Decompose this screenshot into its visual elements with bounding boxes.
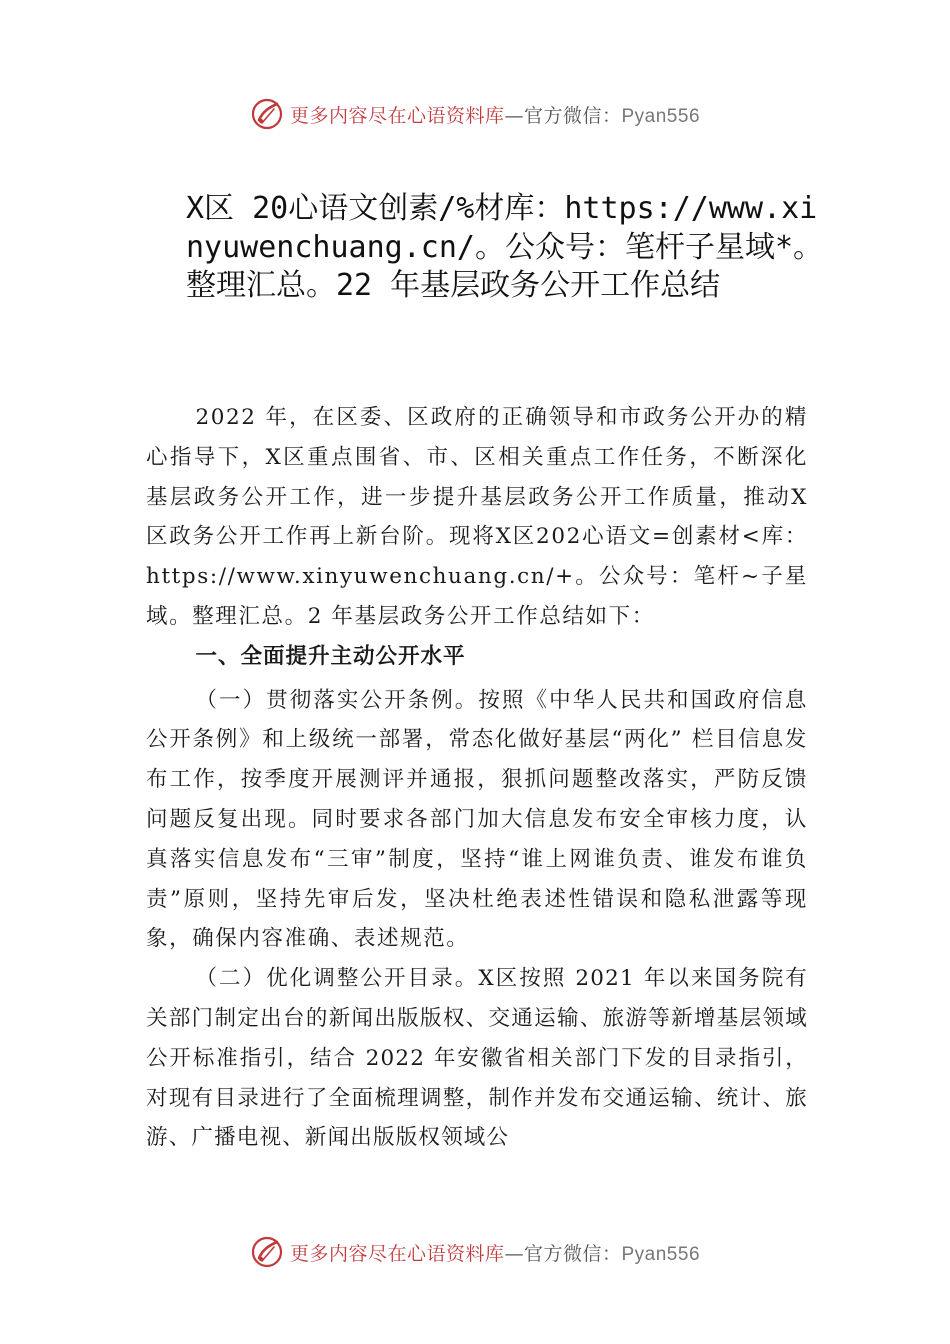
intro-paragraph: 2022 年，在区委、区政府的正确领导和市政务公开办的精心指导下，X区重点围省、市、区相关重点工作任务，不断深化基层政务公开工作，进一步提升基层政务公开工作质量，推动X区政务公开工作再上新台阶。现将X区202心语文=创素材<库：https://www.xinyuwenchuang.cn/+。公众号：笔杆~子星域。整理汇总。2 年基层政务公开工作总结如下： xyxy=(146,405,808,629)
item-1-text: 按照《中华人民共和国政府信息公开条例》和上级统一部署，常态化做好基层“两化” 栏目信息发布工作，按季度开展测评并通报，狠抓问题整改落实，严防反馈问题反复出现。同时要求各部门加大信息发布安全审核力度，认真落实信息发布“三审”制度，坚持“谁上网谁负责、谁发布谁负责”原则，坚持先审后发，坚决杜绝表述性错误和隐私泄露等现象，确保内容准确、表述规范。 xyxy=(146,687,809,952)
banner-separator: — xyxy=(504,104,524,127)
banner-account: Pyan556 xyxy=(621,1243,701,1265)
section-item-2 xyxy=(146,959,808,1158)
section-item-1 xyxy=(146,681,808,960)
section-heading: 一、全面提升主动公开水平 xyxy=(195,643,466,669)
item-2-lead: （二）优化调整公开目录。 xyxy=(195,966,479,992)
item-2-text: X区按照 2021 年以来国务院有关部门制定出台的新闻出版版权、交通运输、旅游等新增基层领域公开标准指引，结合 2022 年安徽省相关部门下发的目录指引，对现有目录进行了全面梳理调整，制作并发布交通运输、统计、旅游、广播电视、新闻出版版权领域公 xyxy=(146,966,808,1151)
footer-banner xyxy=(0,1232,950,1272)
header-banner xyxy=(0,94,950,134)
banner-slogan: 更多内容尽在心语资料库 xyxy=(289,104,505,127)
logo-icon xyxy=(250,1235,284,1269)
item-1-lead: （一）贯彻落实公开条例。 xyxy=(195,687,479,713)
document-title: X区 20心语文创素/%材库：https://www.xinyuwenchuang.cn/。公众号：笔杆子星域*。整理汇总。22 年基层政务公开工作总结 xyxy=(186,191,824,303)
logo-icon xyxy=(250,97,284,131)
banner-separator: — xyxy=(504,1242,524,1265)
banner-wechat-label: 官方微信： xyxy=(523,1242,622,1265)
banner-wechat-label: 官方微信： xyxy=(523,104,622,127)
banner-slogan: 更多内容尽在心语资料库 xyxy=(289,1242,505,1265)
banner-text xyxy=(290,101,700,128)
banner-text xyxy=(290,1239,700,1266)
document-body xyxy=(146,398,808,1158)
banner-account: Pyan556 xyxy=(621,105,701,127)
